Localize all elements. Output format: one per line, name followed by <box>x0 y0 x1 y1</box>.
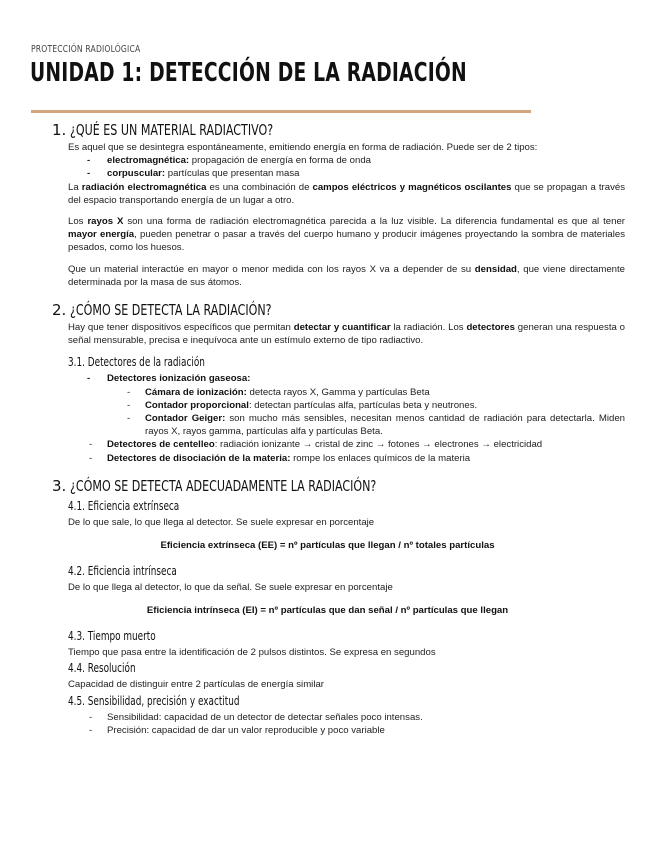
list-item <box>87 167 655 180</box>
section-number: 2. <box>52 301 67 320</box>
detectors-list <box>0 372 655 464</box>
list-item <box>89 711 655 724</box>
paragraph <box>68 321 625 347</box>
section-1-heading <box>52 119 655 141</box>
list-item <box>127 399 625 412</box>
formula: Eficiencia extrínseca (EE) = nº partículas que llegan / nº totales partículas <box>160 540 495 552</box>
term: Detectores de centelleo <box>107 439 215 451</box>
dash-bullet: - <box>89 439 93 451</box>
list-item <box>127 412 626 438</box>
term: Cámara de ionización: <box>145 386 247 398</box>
paragraph: De lo que llega al detector, lo que da señal. Se suele expresar en porcentaje <box>68 582 393 594</box>
list-item <box>89 724 655 737</box>
dash-bullet: - <box>89 452 93 464</box>
section-3-heading <box>52 475 655 497</box>
text: Los <box>68 216 88 228</box>
text: la radiación. Los <box>390 322 467 334</box>
section-number: 3. <box>52 476 67 495</box>
definition: Sensibilidad: capacidad de un detector de detectar señales poco intensas. <box>107 711 423 723</box>
dash-bullet: - <box>89 711 93 723</box>
section-title: ¿QUÉ ES UN MATERIAL RADIACTIVO? <box>70 121 274 139</box>
text: Que un material interactúe en mayor o menor medida con los rayos X va a depender de su <box>68 263 475 275</box>
paragraph: De lo que sale, lo que llega al detector. Se suele expresar en porcentaje <box>68 516 375 528</box>
dash-bullet: - <box>127 399 131 411</box>
section-number: 1. <box>52 121 67 139</box>
list-item <box>89 438 655 451</box>
paragraph <box>68 263 625 289</box>
subsection-heading: 4.3. Tiempo muerto <box>68 629 156 644</box>
section-2-heading <box>52 299 655 321</box>
emphasis: mayor energía <box>68 229 135 241</box>
dash-bullet: - <box>127 386 131 398</box>
section-title: ¿CÓMO SE DETECTA LA RADIACIÓN? <box>70 301 272 320</box>
document-body <box>0 119 655 737</box>
text: , pueden penetrar o pasar a través del cuerpo humano y producir imágenes proyectando la sombra de materiales pesados, como los huesos. <box>68 229 625 254</box>
definition: propagación de energía en forma de onda <box>189 155 371 167</box>
text: que se propagan a través del espacio transportando energía de un lugar a otro. <box>68 181 625 206</box>
dash-bullet: - <box>87 168 91 180</box>
emphasis: rayos X <box>87 216 124 228</box>
definition: rompe los enlaces químicos de la materia <box>290 452 471 464</box>
paragraph: Es aquel que se desintegra espontáneamente, emitiendo energía en forma de radiación. Puede ser de 2 tipos: <box>68 142 538 153</box>
emphasis: densidad <box>474 263 517 275</box>
dash-bullet: - <box>87 373 91 385</box>
emphasis: radiación electromagnética <box>81 181 207 193</box>
paragraph <box>68 181 625 207</box>
text: Hay que tener dispositivos específicos que permitan <box>68 322 294 334</box>
subject-kicker: PROTECCIÓN RADIOLÓGICA <box>31 44 141 55</box>
emphasis: detectores <box>466 322 515 334</box>
subsection-heading: 4.4. Resolución <box>68 661 136 676</box>
subsection-heading: 4.5. Sensibilidad, precisión y exactitud <box>68 693 240 708</box>
definition: : detectan partículas alfa, partículas beta y neutrones. <box>248 399 478 411</box>
page-title: UNIDAD 1: DETECCIÓN DE LA RADIACIÓN <box>30 58 467 88</box>
term: electromagnética: <box>107 155 190 167</box>
list-item <box>89 452 655 465</box>
definition: partículas que presentan masa <box>165 168 300 180</box>
properties-list <box>0 711 655 737</box>
subsection-heading: 3.1. Detectores de la radiación <box>68 355 205 370</box>
radiation-types-list <box>0 154 655 180</box>
dash-bullet: - <box>87 155 91 167</box>
subsection-heading: 4.1. Eficiencia extrínseca <box>68 498 180 513</box>
list-item <box>87 372 655 385</box>
term: Contador Geiger: <box>145 413 226 425</box>
paragraph: Tiempo que pasa entre la identificación de 2 pulsos distintos. Se expresa en segundos <box>68 647 436 659</box>
term: Contador proporcional <box>145 399 249 411</box>
list-item <box>127 386 625 399</box>
text: generan una respuesta o señal mensurable, precisa e inequívoca ante un estímulo externo de tipo radiactivo. <box>68 322 625 347</box>
formula: Eficiencia intrínseca (EI) = nº partículas que dan señal / nº partículas que llegan <box>146 605 509 617</box>
definition: : radiación ionizante → cristal de zinc → fotones → electrones → electricidad <box>214 439 543 451</box>
definition: son mucho más sensibles, necesitan menos cantidad de radiación para detectarla. Miden rayos X, rayos gamma, partículas alfa y partículas Beta. <box>145 413 626 438</box>
paragraph: Capacidad de distinguir entre 2 partículas de energía similar <box>68 679 324 691</box>
dash-bullet: - <box>127 413 131 425</box>
emphasis: detectar y cuantificar <box>293 322 391 334</box>
text: son una forma de radiación electromagnética parecida a la luz visible. La diferencia fundamental es que al tener <box>123 216 625 228</box>
section-title: ¿CÓMO SE DETECTA ADECUADAMENTE LA RADIACIÓN? <box>70 476 377 495</box>
text: La <box>68 181 82 193</box>
subsection-heading: 4.2. Eficiencia intrínseca <box>68 564 177 579</box>
term: Detectores ionización gaseosa: <box>107 373 251 385</box>
text: , que viene directamente determinada por la masa de sus átomos. <box>68 263 625 288</box>
dash-bullet: - <box>89 724 93 736</box>
list-item <box>87 154 655 167</box>
emphasis: campos eléctricos y magnéticos oscilantes <box>312 181 512 193</box>
term: Detectores de disociación de la materia: <box>107 452 291 464</box>
text: es una combinación de <box>206 181 313 193</box>
definition: detecta rayos X, Gamma y partículas Beta <box>246 386 430 398</box>
title-divider <box>31 110 531 113</box>
term: corpuscular: <box>107 168 166 180</box>
definition: Precisión: capacidad de dar un valor reproducible y poco variable <box>107 724 385 736</box>
paragraph <box>68 215 625 255</box>
